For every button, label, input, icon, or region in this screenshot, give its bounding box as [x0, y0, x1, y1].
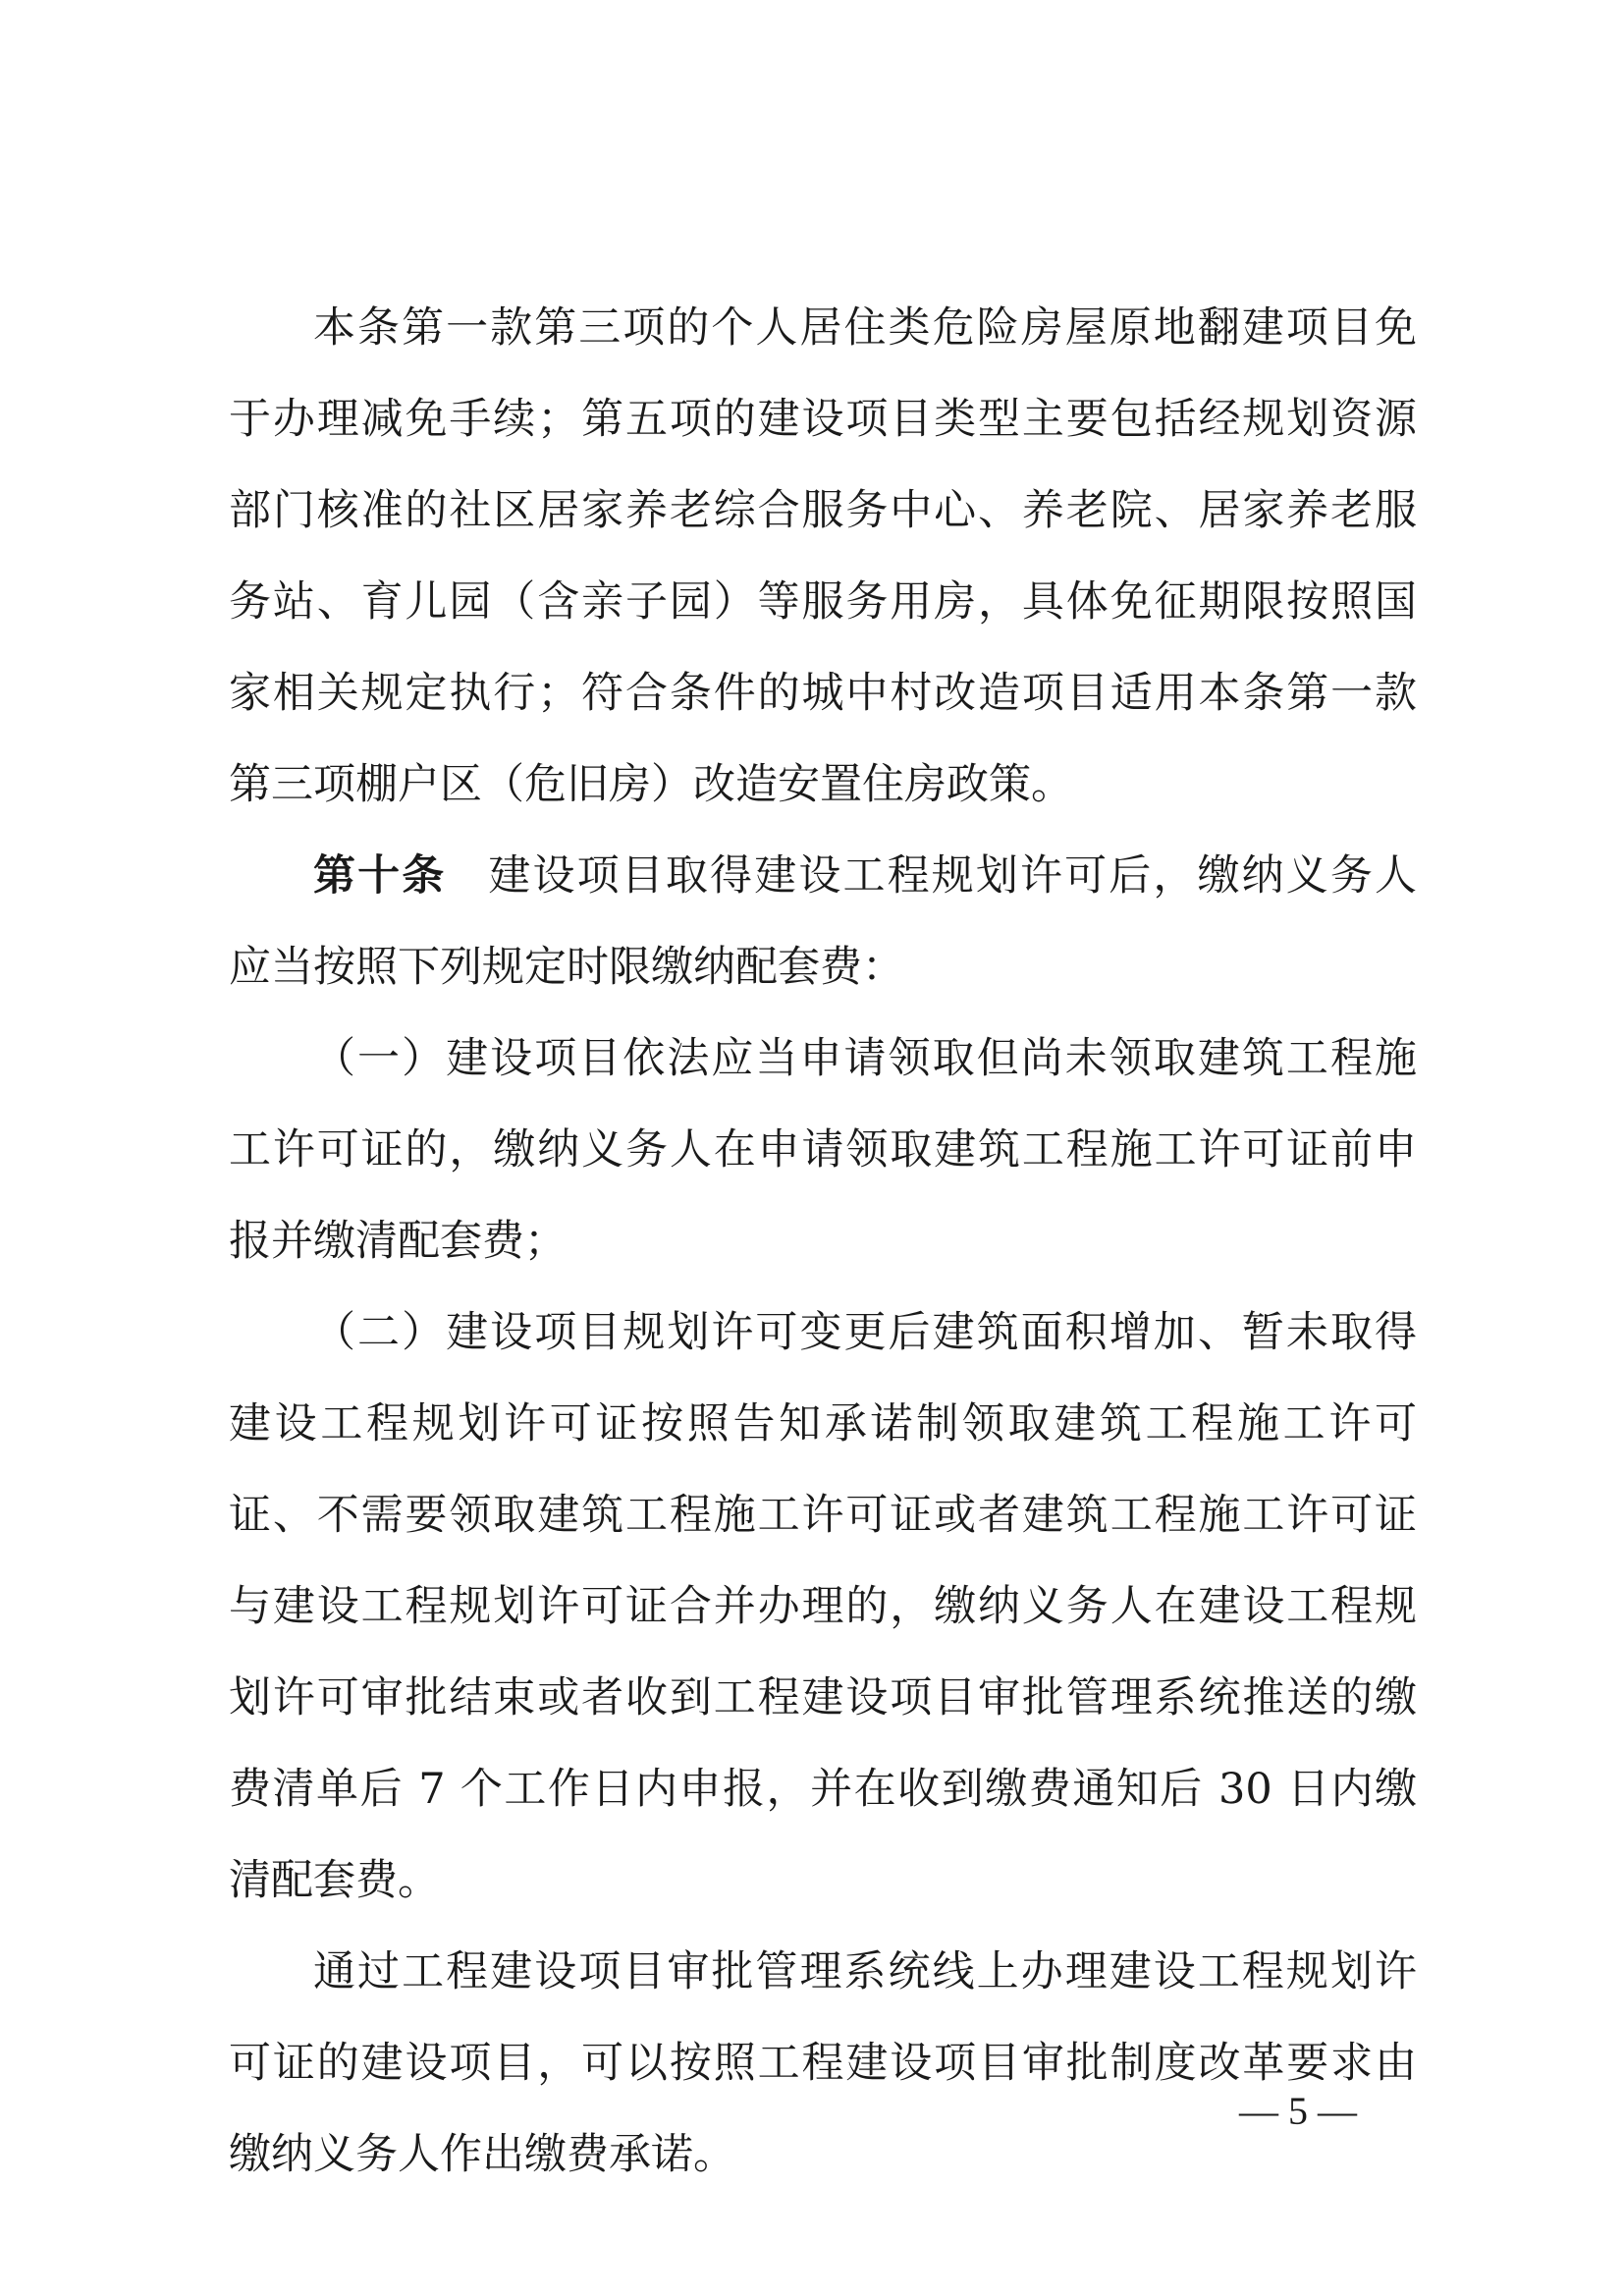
article-number: 第十条 — [313, 851, 447, 901]
paragraph-line: （一）建设项目依法应当申请领取但尚未领取建筑工程施 — [313, 1034, 1417, 1083]
paragraph-line: 清配套费。 — [229, 1856, 440, 1905]
paragraph-line: 缴纳义务人作出缴费承诺。 — [229, 2130, 735, 2179]
paragraph-line: 第三项棚户区（危旧房）改造安置住房政策。 — [229, 760, 1073, 809]
paragraph-line: 家相关规定执行；符合条件的城中村改造项目适用本条第一款 — [229, 669, 1417, 718]
paragraph-line: 应当按照下列规定时限缴纳配套费： — [229, 943, 904, 992]
page-number: — 5 — — [1239, 2089, 1357, 2133]
paragraph-line: 于办理减免手续；第五项的建设项目类型主要包括经规划资源 — [229, 395, 1417, 444]
paragraph-line: 与建设工程规划许可证合并办理的，缴纳义务人在建设工程规 — [229, 1582, 1417, 1631]
article-heading-line — [229, 831, 1417, 922]
paragraph-line: 费清单后 7 个工作日内申报，并在收到缴费通知后 30 日内缴 — [229, 1765, 1417, 1814]
paragraph-line: 通过工程建设项目审批管理系统线上办理建设工程规划许 — [313, 1947, 1417, 1996]
paragraph-line: 工许可证的，缴纳义务人在申请领取建筑工程施工许可证前申 — [229, 1125, 1417, 1175]
paragraph-line: 划许可审批结束或者收到工程建设项目审批管理系统推送的缴 — [229, 1673, 1417, 1722]
document-body — [229, 283, 1417, 2201]
paragraph-line: 报并缴清配套费； — [229, 1217, 567, 1266]
paragraph-line: 务站、育儿园（含亲子园）等服务用房，具体免征期限按照国 — [229, 577, 1417, 627]
paragraph-line: 建设工程规划许可证按照告知承诺制领取建筑工程施工许可 — [229, 1399, 1417, 1449]
paragraph-line: 部门核准的社区居家养老综合服务中心、养老院、居家养老服 — [229, 486, 1417, 535]
article-text: 建设项目取得建设工程规划许可后，缴纳义务人 — [488, 851, 1418, 901]
paragraph-line: 可证的建设项目，可以按照工程建设项目审批制度改革要求由 — [229, 2039, 1417, 2088]
paragraph-line: （二）建设项目规划许可变更后建筑面积增加、暂未取得 — [313, 1308, 1417, 1357]
paragraph-line: 本条第一款第三项的个人居住类危险房屋原地翻建项目免 — [313, 303, 1417, 353]
paragraph-line: 证、不需要领取建筑工程施工许可证或者建筑工程施工许可证 — [229, 1491, 1417, 1540]
